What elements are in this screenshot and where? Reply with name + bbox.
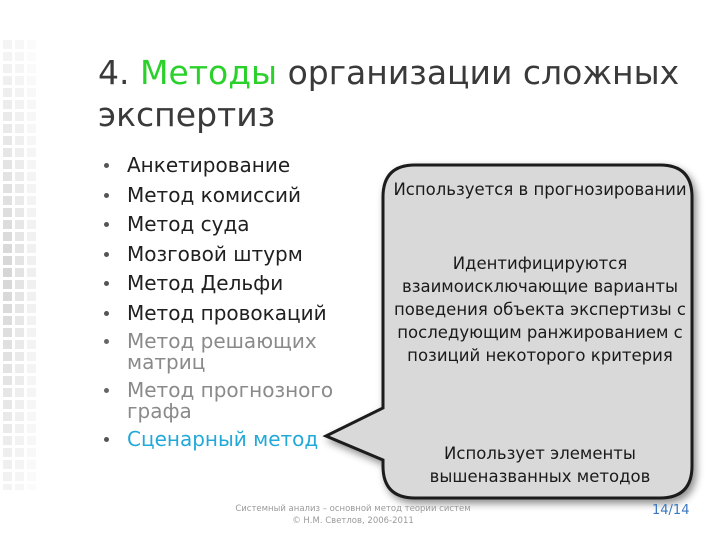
footer-line-1: Системный анализ – основной метод теории систем: [235, 504, 471, 514]
bullet-text: Метод решающих матриц: [127, 329, 317, 374]
bullet-text: Анкетирование: [127, 153, 291, 177]
callout-text-elements: Использует элементы вышеназванных методов: [429, 444, 651, 486]
bullet-text: Метод комиссий: [127, 182, 302, 207]
bullet-text: Метод суда: [127, 212, 250, 236]
callout-text-description: Идентифицируются взаимоисключающие варианты поведения объекта экспертизы с последующим ранжированием с позиций некоторого критерия: [394, 254, 686, 365]
bullet-text: Метод прогнозного графа: [127, 377, 334, 423]
callout-text-usage: Используется в прогнозировании: [393, 180, 687, 199]
bullet-text: Метод Дельфи: [127, 271, 284, 295]
title-accent: Методы: [140, 53, 278, 92]
title-rest: организации сложных экспертиз: [98, 53, 680, 134]
footer-line-2: © Н.М. Светлов, 2006-2011: [292, 516, 414, 526]
bullet-text: Сценарный метод: [127, 427, 319, 451]
title-number: 4.: [98, 53, 130, 92]
slide-footer: [222, 503, 484, 527]
bullet-text: Метод провокаций: [127, 300, 327, 325]
bullet-text: Мозговой штурм: [127, 241, 303, 266]
page-number: 14/14: [652, 503, 690, 518]
